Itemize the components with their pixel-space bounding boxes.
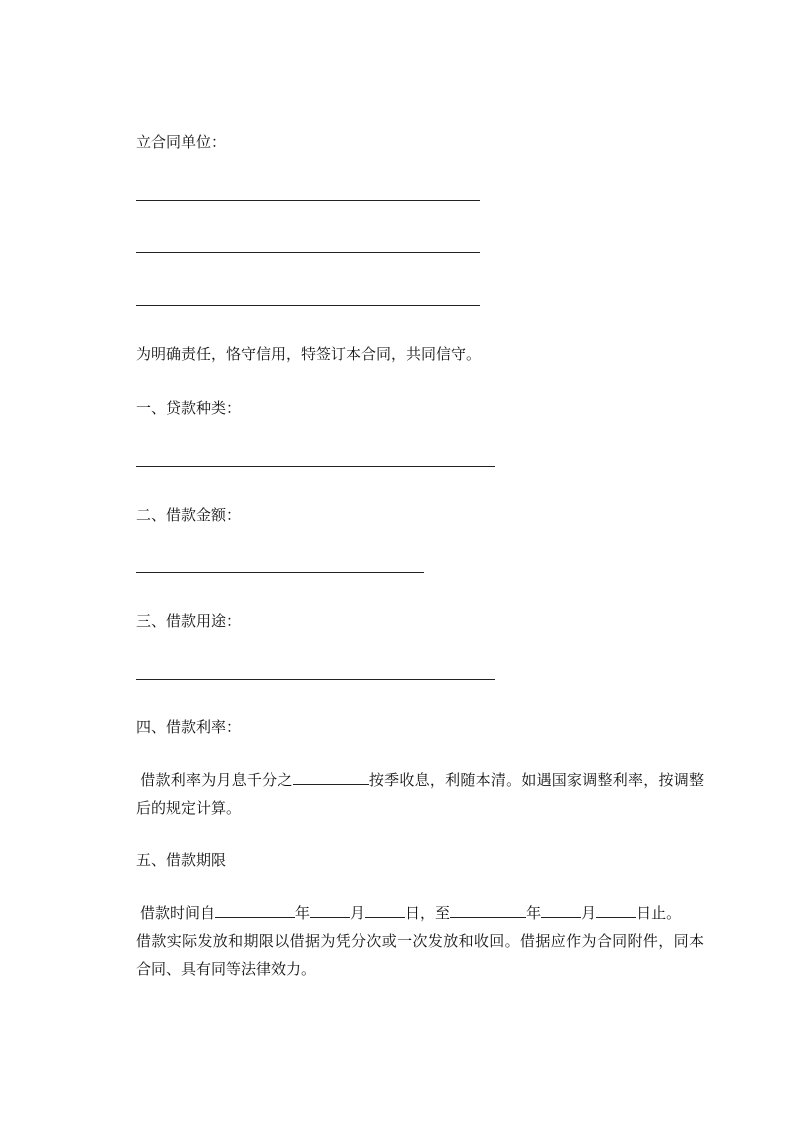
section-interest-heading: 四、借款利率：	[136, 718, 242, 736]
end-year-blank	[450, 901, 526, 918]
preamble-text: 为明确责任，恪守信用，特签订本合同，共同信守。	[136, 345, 482, 363]
section-purpose-heading: 三、借款用途：	[136, 612, 242, 630]
start-day-label: 日，至	[405, 904, 451, 922]
interest-text-b: 按季收息，利随本清。如遇国家调整利率，按调整后的规定计算。	[136, 771, 704, 817]
interest-paragraph	[136, 766, 704, 822]
end-day-blank	[596, 901, 636, 918]
start-year-blank	[215, 901, 295, 918]
start-day-blank	[365, 901, 405, 918]
section-loan-type-heading: 一、贷款种类：	[136, 399, 242, 417]
term-paragraph	[136, 899, 704, 983]
start-month-label: 月	[350, 904, 366, 922]
party-blank-3	[136, 305, 480, 306]
loan-type-blank	[136, 466, 495, 467]
end-month-label: 月	[581, 904, 597, 922]
end-day-label: 日止。	[636, 904, 682, 922]
term-text-b: 借款实际发放和期限以借据为凭分次或一次发放和收回。借据应作为合同附件，同本合同、具有同等法律效力。	[136, 932, 704, 978]
end-year-label: 年	[526, 904, 542, 922]
end-month-blank	[541, 901, 581, 918]
party-blank-1	[136, 200, 480, 201]
section-term-heading: 五、借款期限	[136, 851, 227, 869]
section-amount-heading: 二、借款金额：	[136, 506, 242, 524]
start-year-label: 年	[295, 904, 311, 922]
party-blank-2	[136, 252, 480, 253]
interest-rate-blank	[293, 768, 369, 785]
parties-label: 立合同单位：	[136, 133, 227, 151]
term-text-a: 借款时间自	[140, 904, 216, 922]
interest-text-a: 借款利率为月息千分之	[140, 771, 293, 789]
amount-blank	[136, 572, 424, 573]
start-month-blank	[310, 901, 350, 918]
purpose-blank	[136, 679, 495, 680]
